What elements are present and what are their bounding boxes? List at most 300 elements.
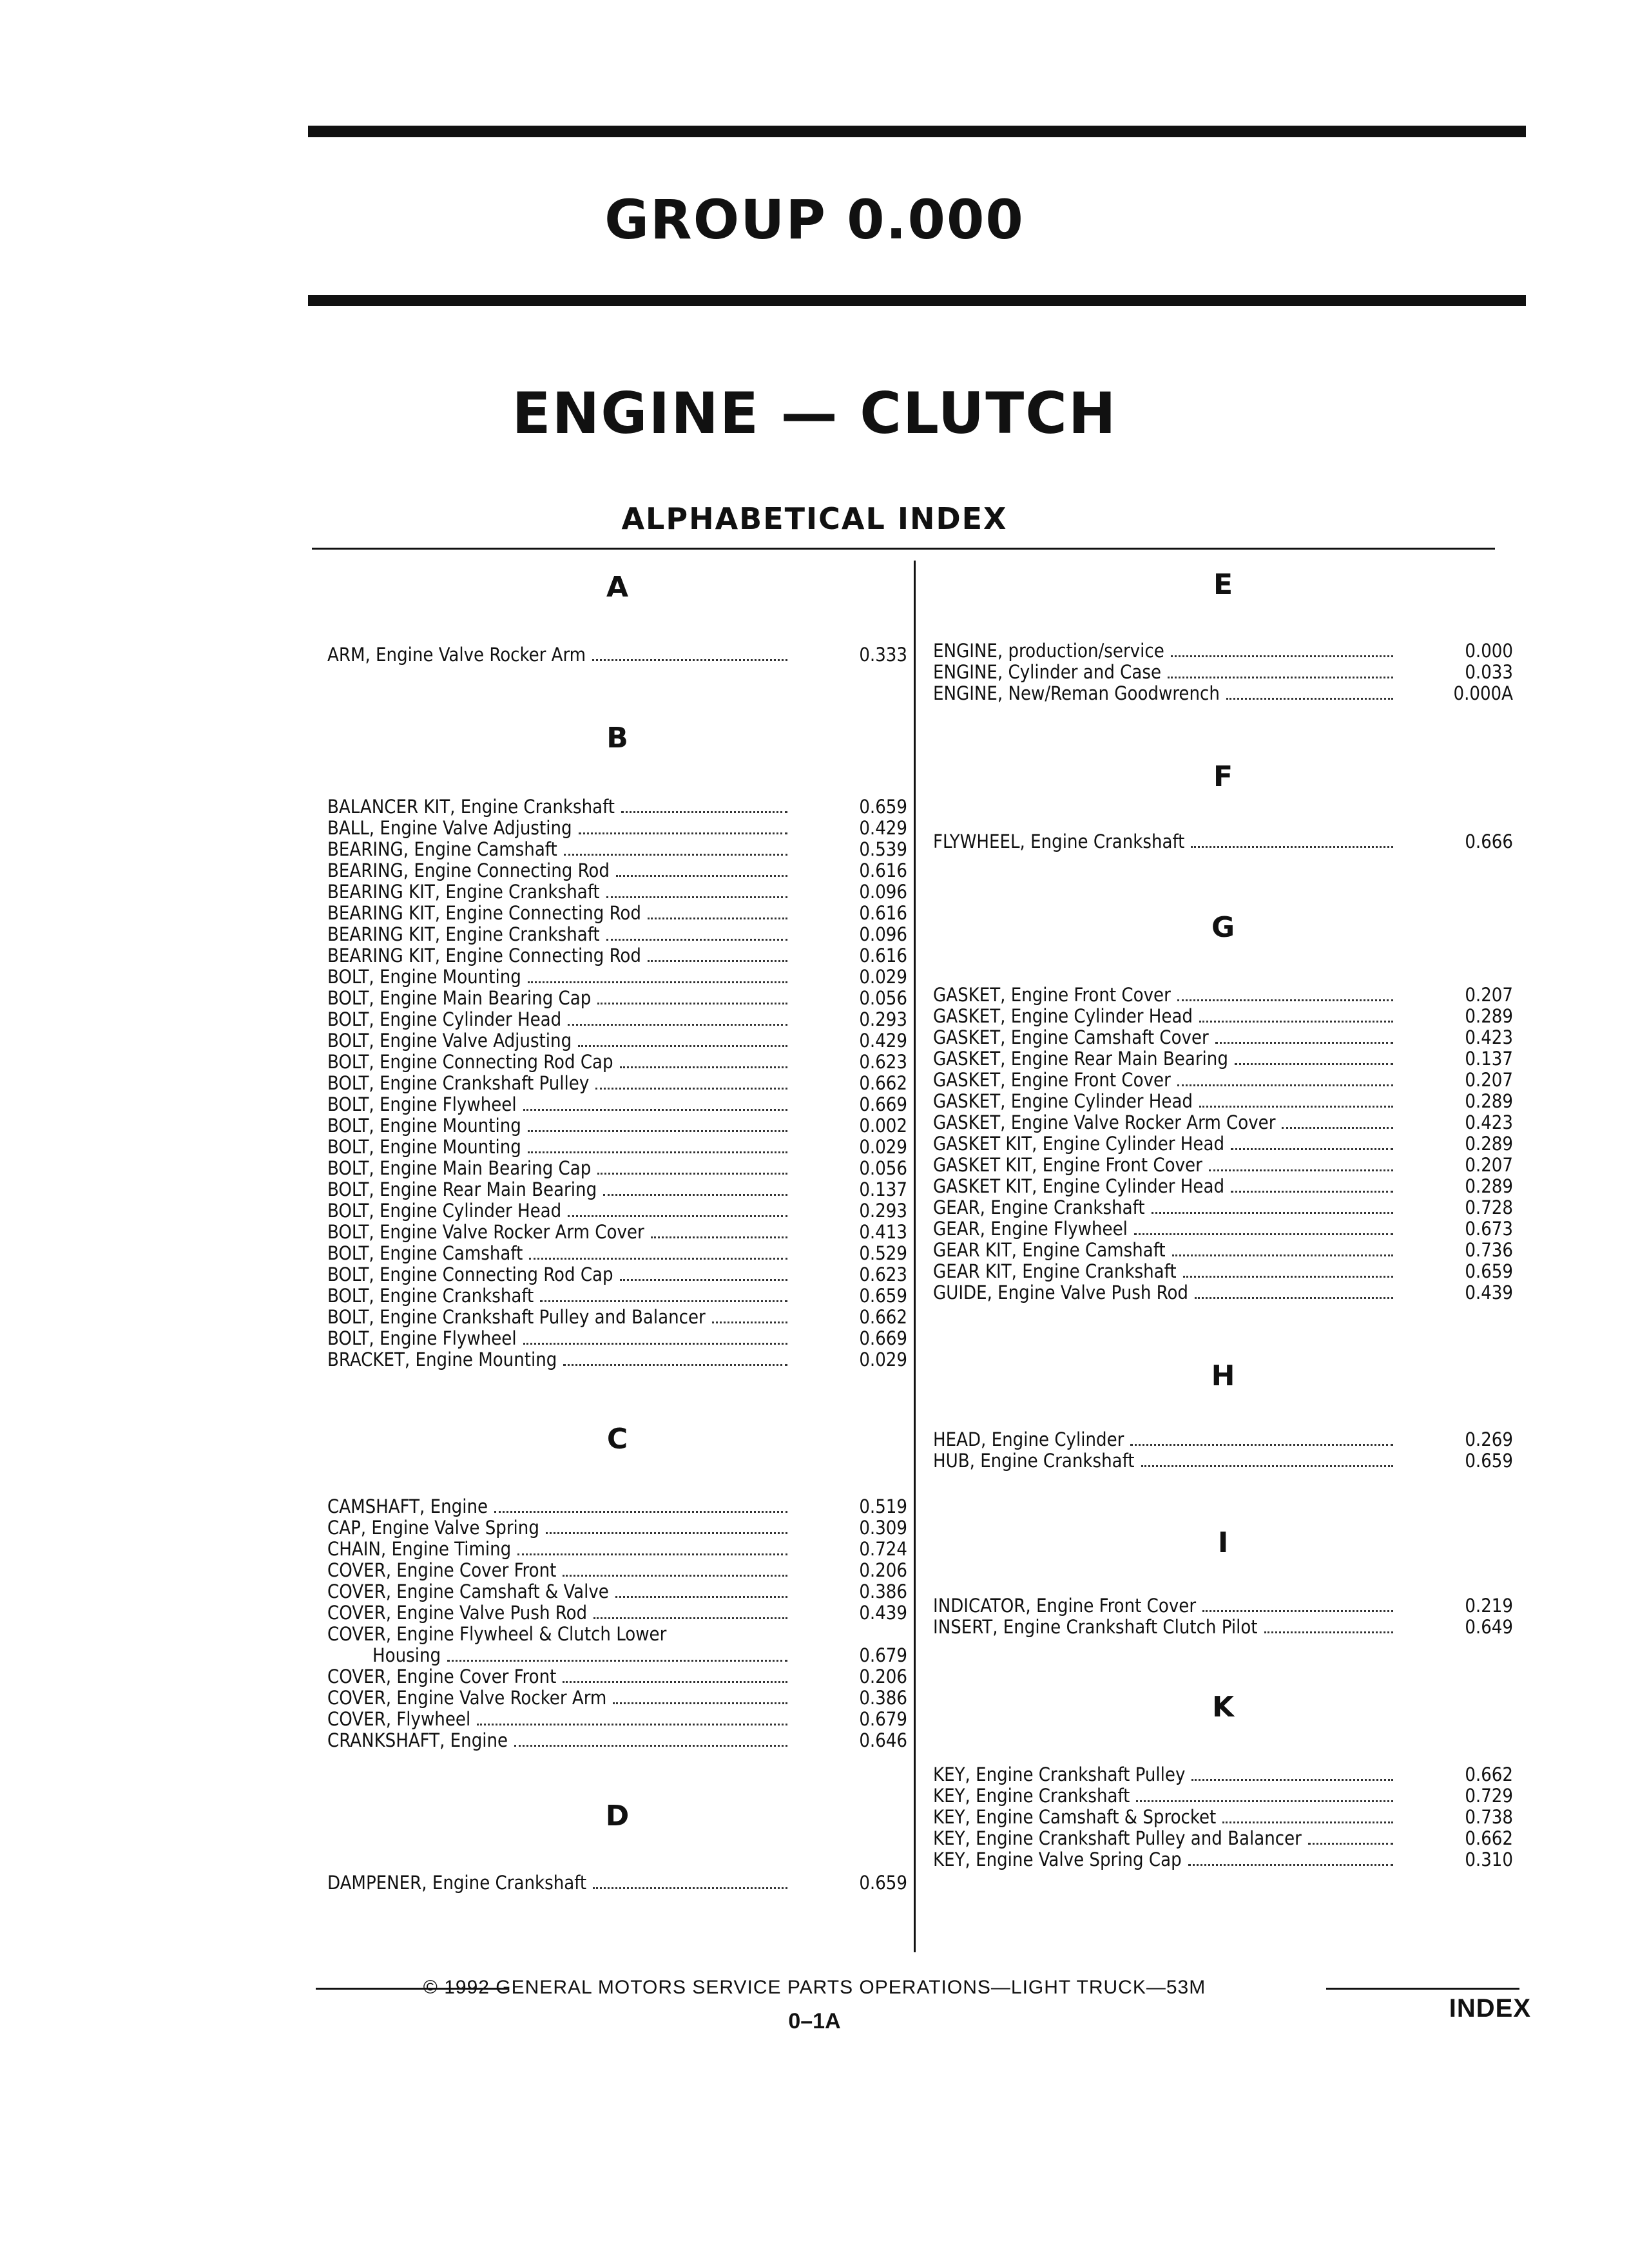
index-entry [327, 1052, 907, 1073]
index-entry [327, 1094, 907, 1115]
index-entry [933, 662, 1513, 683]
entry-label: BOLT, Engine Crankshaft [327, 1285, 534, 1307]
entry-page: 0.728 [1465, 1196, 1513, 1218]
dot-leader [603, 1194, 787, 1196]
index-entry [327, 1285, 907, 1307]
entry-label: GASKET, Engine Cylinder Head [933, 1005, 1193, 1027]
index-entry [327, 1496, 907, 1517]
index-entry [327, 644, 907, 666]
entry-page: 0.736 [1465, 1239, 1513, 1261]
entry-page: 0.333 [859, 644, 907, 666]
entry-label: BEARING KIT, Engine Crankshaft [327, 881, 600, 903]
entry-page: 0.662 [1465, 1763, 1513, 1785]
entry-page: 0.033 [1465, 661, 1513, 683]
section-letter: D [605, 1800, 630, 1832]
index-entry [933, 683, 1513, 704]
entry-label: HUB, Engine Crankshaft [933, 1450, 1135, 1472]
index-entry [327, 1115, 907, 1137]
index-entry [327, 1328, 907, 1349]
entry-label: BOLT, Engine Flywheel [327, 1093, 517, 1115]
dot-leader [1152, 1212, 1393, 1214]
index-entry [933, 1218, 1513, 1240]
index-entry [327, 966, 907, 988]
dot-leader [568, 1215, 787, 1217]
section-letter: B [606, 722, 628, 754]
index-entry [933, 1048, 1513, 1070]
entry-page: 0.096 [859, 881, 907, 903]
entry-page: 0.439 [859, 1602, 907, 1624]
section-c [327, 1425, 907, 1454]
entry-label: GASKET KIT, Engine Cylinder Head [933, 1175, 1225, 1197]
dot-leader [712, 1321, 787, 1323]
entry-label: CAP, Engine Valve Spring [327, 1517, 539, 1539]
section-d [327, 1802, 907, 1831]
entry-label: BOLT, Engine Main Bearing Cap [327, 987, 592, 1009]
entry-label: BRACKET, Engine Mounting [327, 1349, 557, 1370]
dot-leader [447, 1660, 787, 1662]
section-letter: G [1211, 911, 1235, 944]
entry-label: BOLT, Engine Cylinder Head [327, 1008, 562, 1030]
index-entry [327, 903, 907, 924]
entry-label: ENGINE, production/service [933, 640, 1164, 662]
index-entry [933, 985, 1513, 1006]
index-entry [933, 1261, 1513, 1282]
entry-label: BOLT, Engine Connecting Rod Cap [327, 1264, 613, 1285]
entries-c [327, 1496, 907, 1751]
entry-label: GEAR KIT, Engine Crankshaft [933, 1260, 1177, 1282]
section-letter: A [606, 571, 629, 604]
dot-leader [564, 854, 787, 856]
dot-leader [615, 1596, 787, 1598]
dot-leader [477, 1724, 787, 1725]
entry-label: BOLT, Engine Valve Adjusting [327, 1030, 572, 1052]
dot-leader [621, 811, 787, 813]
entry-label: GASKET, Engine Camshaft Cover [933, 1026, 1209, 1048]
entry-page: 0.269 [1465, 1428, 1513, 1450]
entry-label: ENGINE, New/Reman Goodwrench [933, 682, 1220, 704]
entry-label: KEY, Engine Crankshaft Pulley and Balancer [933, 1827, 1302, 1849]
entry-page: 0.423 [1465, 1111, 1513, 1133]
dot-leader [1168, 677, 1393, 678]
section-g [933, 911, 1513, 944]
entry-label: GASKET, Engine Rear Main Bearing [933, 1048, 1228, 1070]
dot-leader [523, 1109, 787, 1111]
index-entry [933, 1006, 1513, 1027]
index-entry [327, 988, 907, 1009]
index-entry [933, 1282, 1513, 1303]
dot-leader [593, 1617, 787, 1619]
entry-label: KEY, Engine Crankshaft [933, 1785, 1130, 1807]
entry-page: 0.659 [859, 1872, 907, 1894]
index-entry [933, 1617, 1513, 1638]
entry-label: BEARING KIT, Engine Connecting Rod [327, 902, 641, 924]
dot-leader [528, 1151, 787, 1153]
entry-page: 0.056 [859, 987, 907, 1009]
index-entry [933, 1240, 1513, 1261]
entry-label: BEARING KIT, Engine Crankshaft [327, 923, 600, 945]
index-entry [327, 1872, 907, 1894]
index-entry [327, 860, 907, 881]
entry-label: GASKET, Engine Front Cover [933, 1069, 1171, 1091]
top-rule [308, 126, 1526, 137]
footer-section-label: INDEX [1449, 1994, 1531, 2023]
entry-page: 0.293 [859, 1200, 907, 1222]
dot-leader [1177, 999, 1393, 1001]
entry-page: 0.000A [1453, 682, 1513, 704]
entry-page: 0.429 [859, 1030, 907, 1052]
dot-leader [1202, 1610, 1393, 1612]
index-entry [327, 1349, 907, 1370]
dot-leader [1215, 1042, 1393, 1044]
dot-leader [1235, 1063, 1393, 1065]
index-entry [327, 924, 907, 945]
dot-leader [563, 1575, 787, 1577]
section-letter: E [1213, 568, 1233, 601]
dot-leader [1209, 1169, 1393, 1171]
dot-leader [1231, 1191, 1393, 1193]
dot-leader [593, 1887, 787, 1889]
index-entry [933, 1849, 1513, 1870]
index-entry [933, 1807, 1513, 1828]
index-entry [933, 1764, 1513, 1785]
entries-k [933, 1764, 1513, 1870]
entry-label: FLYWHEEL, Engine Crankshaft [933, 831, 1185, 852]
entry-label: GASKET KIT, Engine Cylinder Head [933, 1133, 1225, 1155]
index-entry [327, 1307, 907, 1328]
dot-leader [606, 896, 787, 898]
entry-label: KEY, Engine Valve Spring Cap [933, 1849, 1182, 1870]
index-entry [933, 1595, 1513, 1617]
index-entry [327, 945, 907, 966]
entry-label: BOLT, Engine Flywheel [327, 1327, 517, 1349]
dot-leader [563, 1364, 787, 1366]
entry-label: COVER, Engine Flywheel & Clutch Lower [327, 1623, 667, 1645]
entry-page: 0.206 [859, 1666, 907, 1687]
entry-label: COVER, Engine Valve Rocker Arm [327, 1687, 607, 1709]
dot-leader [1183, 1276, 1393, 1278]
entries-e [933, 640, 1513, 704]
index-entry [933, 640, 1513, 662]
entry-label: BOLT, Engine Rear Main Bearing [327, 1178, 597, 1200]
entry-page: 0.646 [859, 1729, 907, 1751]
entry-page: 0.666 [1465, 831, 1513, 852]
index-entry [327, 1222, 907, 1243]
entry-page: 0.616 [859, 860, 907, 881]
section-letter: H [1211, 1360, 1235, 1392]
entry-page: 0.659 [859, 1285, 907, 1307]
entry-page: 0.439 [1465, 1282, 1513, 1303]
entry-page: 0.423 [1465, 1026, 1513, 1048]
dot-leader [523, 1343, 787, 1345]
dot-leader [529, 1258, 787, 1260]
entry-label: INSERT, Engine Crankshaft Clutch Pilot [933, 1616, 1258, 1638]
entry-label: GUIDE, Engine Valve Push Rod [933, 1282, 1189, 1303]
dot-leader [595, 1088, 787, 1090]
entry-page: 0.616 [859, 945, 907, 966]
entries-a [327, 644, 907, 666]
entry-label: Housing [372, 1644, 441, 1666]
section-title: ENGINE — CLUTCH [512, 380, 1117, 447]
dot-leader [546, 1532, 787, 1534]
entry-label: BALL, Engine Valve Adjusting [327, 817, 572, 839]
dot-leader [648, 918, 787, 919]
entry-label: COVER, Engine Camshaft & Valve [327, 1581, 609, 1602]
entry-label: CHAIN, Engine Timing [327, 1538, 512, 1560]
entry-page: 0.386 [859, 1581, 907, 1602]
dot-leader [597, 1173, 787, 1175]
entry-page: 0.659 [859, 796, 907, 818]
entry-page: 0.659 [1465, 1450, 1513, 1472]
entry-page: 0.029 [859, 966, 907, 988]
entry-page: 0.724 [859, 1538, 907, 1560]
entry-page: 0.000 [1465, 640, 1513, 662]
entry-page: 0.310 [1465, 1849, 1513, 1870]
dot-leader [528, 1130, 787, 1132]
dot-leader [1171, 655, 1393, 657]
dot-leader [517, 1553, 787, 1555]
dot-leader [651, 1236, 787, 1238]
entry-label: BOLT, Engine Crankshaft Pulley and Balancer [327, 1306, 706, 1328]
section-letter: K [1211, 1691, 1235, 1724]
entry-label: COVER, Engine Valve Push Rod [327, 1602, 588, 1624]
index-entry [327, 1602, 907, 1624]
dot-leader [563, 1681, 787, 1683]
entry-label: GASKET, Engine Front Cover [933, 984, 1171, 1006]
entry-page: 0.679 [859, 1644, 907, 1666]
dot-leader [1199, 1106, 1393, 1108]
entry-page: 0.029 [859, 1349, 907, 1370]
dot-leader [592, 659, 787, 661]
dot-leader [528, 981, 787, 983]
dot-leader [620, 1279, 787, 1281]
entry-page: 0.293 [859, 1008, 907, 1030]
index-entry [933, 1091, 1513, 1112]
section-h [933, 1362, 1513, 1390]
index-entry [933, 1112, 1513, 1133]
section-e [933, 568, 1513, 601]
entry-page: 0.029 [859, 1136, 907, 1158]
entry-label: GEAR KIT, Engine Camshaft [933, 1239, 1166, 1261]
index-entry [933, 1828, 1513, 1849]
index-entry [327, 1624, 907, 1645]
dot-leader [1308, 1843, 1393, 1845]
entry-page: 0.519 [859, 1495, 907, 1517]
dot-leader [1231, 1148, 1393, 1150]
dot-leader [1141, 1465, 1393, 1467]
section-letter: I [1217, 1526, 1229, 1559]
entry-label: BALANCER KIT, Engine Crankshaft [327, 796, 615, 818]
index-entry [327, 1645, 907, 1666]
dot-leader [568, 1024, 787, 1026]
index-entry [327, 881, 907, 903]
entry-label: GEAR, Engine Flywheel [933, 1218, 1128, 1240]
index-entry [327, 1264, 907, 1285]
entry-page: 0.289 [1465, 1133, 1513, 1155]
index-entry [327, 1009, 907, 1030]
index-entry [327, 839, 907, 860]
entry-page: 0.662 [859, 1306, 907, 1328]
entry-page: 0.662 [859, 1072, 907, 1094]
entry-page: 0.649 [1465, 1616, 1513, 1638]
column-divider [914, 561, 916, 1952]
entry-page: 0.669 [859, 1093, 907, 1115]
entry-page: 0.289 [1465, 1005, 1513, 1027]
entry-page: 0.309 [859, 1517, 907, 1539]
dot-leader [1188, 1864, 1393, 1866]
entry-page: 0.429 [859, 817, 907, 839]
index-entry [327, 1030, 907, 1052]
group-rule [308, 295, 1526, 306]
entry-page: 0.096 [859, 923, 907, 945]
entry-label: INDICATOR, Engine Front Cover [933, 1595, 1197, 1617]
entry-page: 0.207 [1465, 984, 1513, 1006]
dot-leader [620, 1066, 787, 1068]
section-i [933, 1526, 1513, 1559]
entry-page: 0.669 [859, 1327, 907, 1349]
dot-leader [1134, 1233, 1393, 1235]
entry-page: 0.289 [1465, 1090, 1513, 1112]
entry-label: CAMSHAFT, Engine [327, 1495, 488, 1517]
index-entry [327, 796, 907, 818]
entry-label: BOLT, Engine Main Bearing Cap [327, 1157, 592, 1179]
entry-label: GEAR, Engine Crankshaft [933, 1196, 1145, 1218]
index-entry [327, 1073, 907, 1094]
section-k [933, 1693, 1513, 1722]
entry-label: BOLT, Engine Camshaft [327, 1242, 523, 1264]
section-a [327, 573, 907, 602]
index-entry [933, 1155, 1513, 1176]
dot-leader [1136, 1800, 1393, 1802]
index-entry [933, 1070, 1513, 1091]
dot-leader [514, 1745, 787, 1747]
dot-leader [1172, 1254, 1393, 1256]
entry-label: ENGINE, Cylinder and Case [933, 661, 1162, 683]
entry-page: 0.207 [1465, 1154, 1513, 1176]
entry-page: 0.623 [859, 1051, 907, 1073]
index-entry [933, 1176, 1513, 1197]
index-entry [327, 1539, 907, 1560]
dot-leader [1191, 1779, 1393, 1781]
entry-page: 0.137 [859, 1178, 907, 1200]
dot-leader [1130, 1444, 1393, 1446]
dot-leader [613, 1702, 787, 1704]
entry-label: BOLT, Engine Connecting Rod Cap [327, 1051, 613, 1073]
index-entry [327, 1709, 907, 1730]
entry-label: BOLT, Engine Valve Rocker Arm Cover [327, 1221, 644, 1243]
entry-label: BEARING KIT, Engine Connecting Rod [327, 945, 641, 966]
dot-leader [1199, 1021, 1393, 1023]
entries-f [933, 831, 1513, 852]
section-letter: C [606, 1423, 628, 1456]
index-entry [327, 1158, 907, 1179]
entry-page: 0.206 [859, 1559, 907, 1581]
index-entry [327, 1517, 907, 1539]
entries-b [327, 796, 907, 1370]
index-title: ALPHABETICAL INDEX [621, 501, 1008, 536]
entries-g [933, 985, 1513, 1303]
dot-leader [616, 875, 787, 877]
entry-page: 0.659 [1465, 1260, 1513, 1282]
entry-page: 0.662 [1465, 1827, 1513, 1849]
entry-label: BOLT, Engine Mounting [327, 1136, 521, 1158]
entry-page: 0.729 [1465, 1785, 1513, 1807]
index-entry [933, 1429, 1513, 1450]
dot-leader [1222, 1821, 1393, 1823]
entry-page: 0.002 [859, 1115, 907, 1137]
entry-label: BEARING, Engine Connecting Rod [327, 860, 610, 881]
entry-page: 0.137 [1465, 1048, 1513, 1070]
entry-label: BOLT, Engine Crankshaft Pulley [327, 1072, 590, 1094]
entry-label: DAMPENER, Engine Crankshaft [327, 1872, 587, 1894]
entry-page: 0.738 [1465, 1806, 1513, 1828]
entry-label: BOLT, Engine Mounting [327, 1115, 521, 1137]
index-entry [933, 1197, 1513, 1218]
index-entry [933, 1027, 1513, 1048]
dot-leader [597, 1003, 787, 1004]
entry-page: 0.056 [859, 1157, 907, 1179]
entry-label: ARM, Engine Valve Rocker Arm [327, 644, 586, 666]
section-letter: F [1213, 760, 1233, 793]
dot-leader [606, 939, 787, 941]
entry-page: 0.529 [859, 1242, 907, 1264]
index-entry [327, 1137, 907, 1158]
entry-label: KEY, Engine Crankshaft Pulley [933, 1763, 1186, 1785]
entry-label: HEAD, Engine Cylinder [933, 1428, 1124, 1450]
index-entry [933, 831, 1513, 852]
entry-page: 0.219 [1465, 1595, 1513, 1617]
dot-leader [1226, 698, 1393, 700]
entries-d [327, 1872, 907, 1894]
index-entry [327, 818, 907, 839]
entry-label: KEY, Engine Camshaft & Sprocket [933, 1806, 1217, 1828]
entry-page: 0.673 [1465, 1218, 1513, 1240]
entry-page: 0.679 [859, 1708, 907, 1730]
dot-leader [1264, 1631, 1393, 1633]
entry-label: COVER, Engine Cover Front [327, 1666, 557, 1687]
section-b [327, 724, 907, 753]
entry-label: COVER, Flywheel [327, 1708, 471, 1730]
entry-page: 0.623 [859, 1264, 907, 1285]
entry-page: 0.616 [859, 902, 907, 924]
dot-leader [1195, 1297, 1393, 1299]
index-entry [327, 1581, 907, 1602]
footer-copyright: © 1992 GENERAL MOTORS SERVICE PARTS OPERATIONS—LIGHT TRUCK—53M [423, 1977, 1206, 1998]
dot-leader [579, 832, 787, 834]
entry-label: CRANKSHAFT, Engine [327, 1729, 508, 1751]
entry-page: 0.386 [859, 1687, 907, 1709]
dot-leader [1191, 846, 1393, 848]
entry-label: COVER, Engine Cover Front [327, 1559, 557, 1581]
dot-leader [1177, 1084, 1393, 1086]
entries-h [933, 1429, 1513, 1472]
entry-label: GASKET, Engine Valve Rocker Arm Cover [933, 1111, 1276, 1133]
dot-leader [578, 1045, 787, 1047]
dot-leader [1282, 1127, 1393, 1129]
entry-label: BEARING, Engine Camshaft [327, 838, 557, 860]
section-f [933, 760, 1513, 793]
index-entry [327, 1560, 907, 1581]
index-entry [327, 1666, 907, 1687]
dot-leader [540, 1300, 787, 1302]
index-entry [327, 1179, 907, 1200]
index-entry [327, 1730, 907, 1751]
entry-page: 0.413 [859, 1221, 907, 1243]
index-entry [327, 1200, 907, 1222]
entry-page: 0.539 [859, 838, 907, 860]
entry-page: 0.207 [1465, 1069, 1513, 1091]
entry-label: GASKET, Engine Cylinder Head [933, 1090, 1193, 1112]
index-rule [312, 548, 1495, 550]
